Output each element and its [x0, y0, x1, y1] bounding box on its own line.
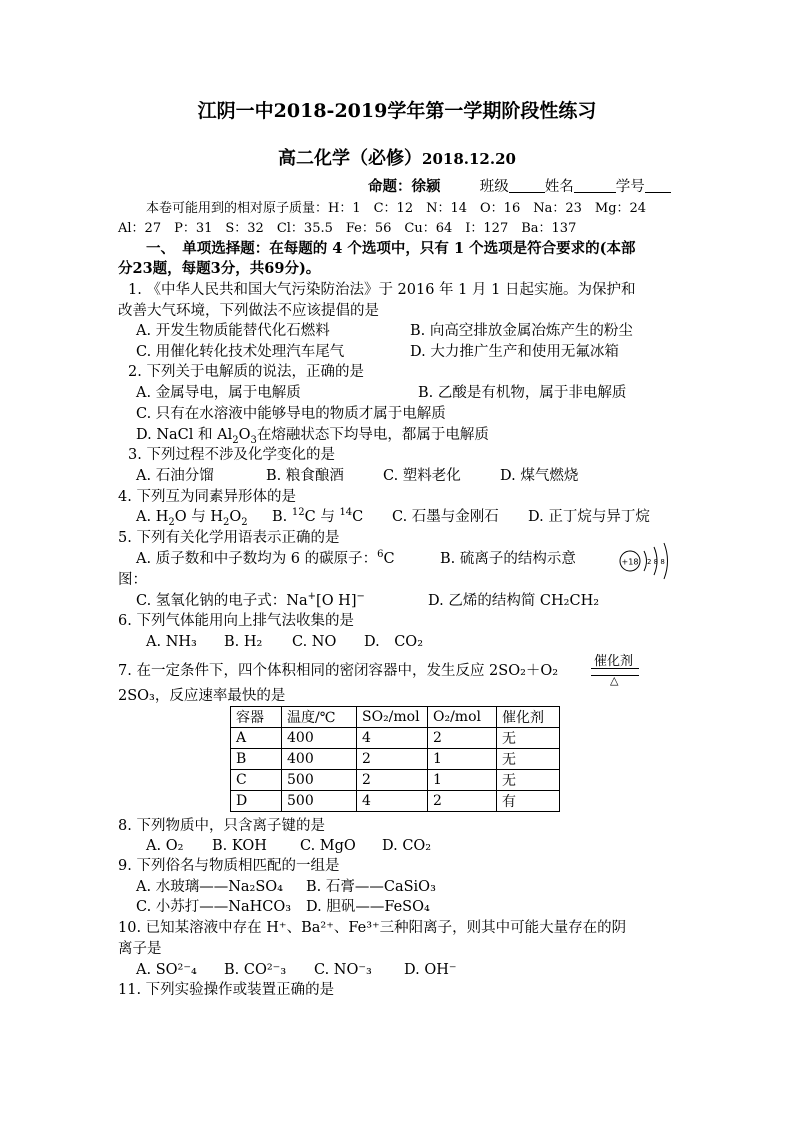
q8-option-d: D. CO₂ — [382, 838, 432, 854]
q7-table — [230, 706, 560, 812]
q6-option-c: C. NO — [292, 634, 337, 650]
q6-option-a: A. NH₃ — [146, 634, 197, 650]
q10-option-a: A. SO²⁻₄ — [136, 962, 197, 978]
q9-option-d: D. 胆矾——FeSO₄ — [306, 899, 430, 915]
name-blank[interactable] — [574, 178, 616, 193]
table-cell: 4 — [357, 791, 428, 812]
table-header: 催化剂 — [497, 707, 560, 728]
number-label: 学号 — [615, 179, 645, 195]
table-cell: 500 — [282, 770, 357, 791]
q11-stem: 11. 下列实验操作或装置正确的是 — [118, 982, 335, 998]
q5-stem: 5. 下列有关化学用语表示正确的是 — [118, 530, 340, 546]
subject: 高二化学（必修） — [278, 148, 423, 169]
q4-stem: 4. 下列互为同素异形体的是 — [118, 489, 296, 505]
table-header-row — [231, 707, 560, 728]
q4-option-b: B. $^{12}$C 与 $^{14}$C — [272, 507, 364, 525]
q1-stem: 1. 《中华人民共和国大气污染防治法》于 2016 年 1 月 1 日起实施。为保护和 — [128, 282, 636, 298]
q6-option-b: B. H₂ — [224, 634, 263, 650]
heat-symbol: △ — [610, 674, 619, 687]
q3-stem: 3. 下列过程不涉及化学变化的是 — [128, 447, 335, 463]
q5-option-d: D. 乙烯的结构简 CH₂CH₂ — [428, 593, 600, 609]
table-header: SO₂/mol — [357, 707, 428, 728]
q4-option-a: A. $H_2O$ 与 $H_2O_2$ — [136, 509, 248, 528]
q5-option-c: C. 氢氧化钠的电子式：Na+[O H]− — [136, 591, 365, 609]
q7-stem-cont: 2SO₃，反应速率最快的是 — [118, 688, 286, 704]
atomic-masses-line1: 本卷可能用到的相对原子质量：H：1 C：12 N：14 O：16 Na：23 Mg：24 — [146, 201, 647, 216]
table-header: 容器 — [231, 707, 282, 728]
q2-option-a: A. 金属导电，属于电解质 — [136, 385, 301, 401]
q8-stem: 8. 下列物质中，只含离子键的是 — [118, 818, 325, 834]
q7-stem: 7. 在一定条件下，四个体积相同的密闭容器中，发生反应 2SO₂＋O₂ — [118, 663, 559, 679]
info-row — [368, 177, 671, 197]
table-cell: 400 — [282, 728, 357, 749]
table-header: O₂/mol — [428, 707, 497, 728]
q8-option-a: A. O₂ — [146, 838, 184, 854]
table-cell: 4 — [357, 728, 428, 749]
svg-text:2 8 8: 2 8 8 — [647, 558, 665, 566]
q3-option-a: A. 石油分馏 — [136, 468, 214, 484]
number-blank[interactable] — [645, 178, 671, 193]
exam-date: 2018.12.20 — [422, 150, 516, 168]
q9-stem: 9. 下列俗名与物质相匹配的一组是 — [118, 858, 340, 874]
q8-option-c: C. MgO — [300, 838, 356, 854]
q6-option-d: D. CO₂ — [364, 634, 424, 650]
q2-option-b: B. 乙酸是有机物，属于非电解质 — [418, 385, 627, 401]
table-cell: A — [231, 728, 282, 749]
table-cell: 2 — [357, 749, 428, 770]
q2-option-c: C. 只有在水溶液中能够导电的物质才属于电解质 — [136, 406, 446, 422]
q9-option-b: B. 石膏——CaSiO₃ — [306, 879, 436, 895]
q5-option-b-cont: 图： — [118, 572, 147, 588]
class-blank[interactable] — [509, 178, 545, 193]
table-cell: C — [231, 770, 282, 791]
catalyst-label: 催化剂 — [594, 654, 634, 669]
q1-option-d: D. 大力推广生产和使用无氟冰箱 — [410, 344, 619, 360]
q5-option-a: A. 质子数和中子数均为 6 的碳原子：$^6$C — [136, 549, 395, 567]
atomic-masses-line2: Al：27 P：31 S：32 Cl：35.5 Fe：56 Cu：64 I：127 Ba：137 — [118, 221, 577, 236]
q4-option-d: D. 正丁烷与异丁烷 — [528, 509, 650, 525]
exam-subtitle — [0, 144, 794, 170]
q9-option-a: A. 水玻璃——Na₂SO₄ — [136, 879, 283, 895]
table-cell: 500 — [282, 791, 357, 812]
table-cell: 无 — [497, 749, 560, 770]
author: 命题：徐颍 — [368, 178, 441, 195]
q5-option-b: B. 硫离子的结构示意 — [440, 551, 576, 567]
q1-option-c: C. 用催化转化技术处理汽车尾气 — [136, 344, 345, 360]
table-cell: 1 — [428, 770, 497, 791]
sulfide-ion-diagram — [616, 541, 676, 581]
q1-option-a: A. 开发生物质能替代化石燃料 — [136, 323, 330, 339]
table-cell: 无 — [497, 728, 560, 749]
section-heading: 一、 单项选择题：在每题的 4 个选项中，只有 1 个选项是符合要求的(本部 — [146, 240, 636, 257]
table-row — [231, 728, 560, 749]
table-cell: 有 — [497, 791, 560, 812]
q9-option-c: C. 小苏打——NaHCO₃ — [136, 899, 292, 915]
q3-option-c: C. 塑料老化 — [383, 468, 461, 484]
q10-option-b: B. CO²⁻₃ — [224, 962, 287, 978]
table-cell: 无 — [497, 770, 560, 791]
q3-option-d: D. 煤气燃烧 — [500, 468, 579, 484]
q8-option-b: B. KOH — [212, 838, 267, 854]
q6-stem: 6. 下列气体能用向上排气法收集的是 — [118, 613, 354, 629]
q10-stem-cont: 离子是 — [118, 941, 162, 957]
table-header: 温度/℃ — [282, 707, 357, 728]
table-cell: 400 — [282, 749, 357, 770]
table-cell: 2 — [428, 791, 497, 812]
q1-option-b: B. 向高空排放金属冶炼产生的粉尘 — [410, 323, 633, 339]
q10-option-c: C. NO⁻₃ — [314, 962, 372, 978]
class-label: 班级 — [479, 179, 509, 195]
q2-stem: 2. 下列关于电解质的说法，正确的是 — [128, 364, 364, 380]
table-cell: 2 — [357, 770, 428, 791]
table-cell: 1 — [428, 749, 497, 770]
section-heading-cont: 分23题，每题3分，共69分)。 — [118, 260, 321, 277]
q4-option-c: C. 石墨与金刚石 — [392, 509, 499, 525]
svg-text:+18: +18 — [621, 557, 639, 567]
q2-option-d: D. NaCl 和 $Al_2O_3$在熔融状态下均导电，都属于电解质 — [136, 427, 489, 446]
table-cell: B — [231, 749, 282, 770]
q1-stem-cont: 改善大气环境，下列做法不应该提倡的是 — [118, 303, 379, 319]
table-row — [231, 791, 560, 812]
table-cell: 2 — [428, 728, 497, 749]
q10-option-d: D. OH⁻ — [404, 962, 457, 978]
q3-option-b: B. 粮食酿酒 — [266, 468, 344, 484]
table-cell: D — [231, 791, 282, 812]
table-row — [231, 749, 560, 770]
q10-stem: 10. 已知某溶液中存在 H⁺、Ba²⁺、Fe³⁺三种阳离子，则其中可能大量存在的阴 — [118, 920, 627, 936]
name-label: 姓名 — [544, 179, 574, 195]
exam-title: 江阴一中2018-2019学年第一学期阶段性练习 — [197, 100, 597, 122]
table-row — [231, 770, 560, 791]
